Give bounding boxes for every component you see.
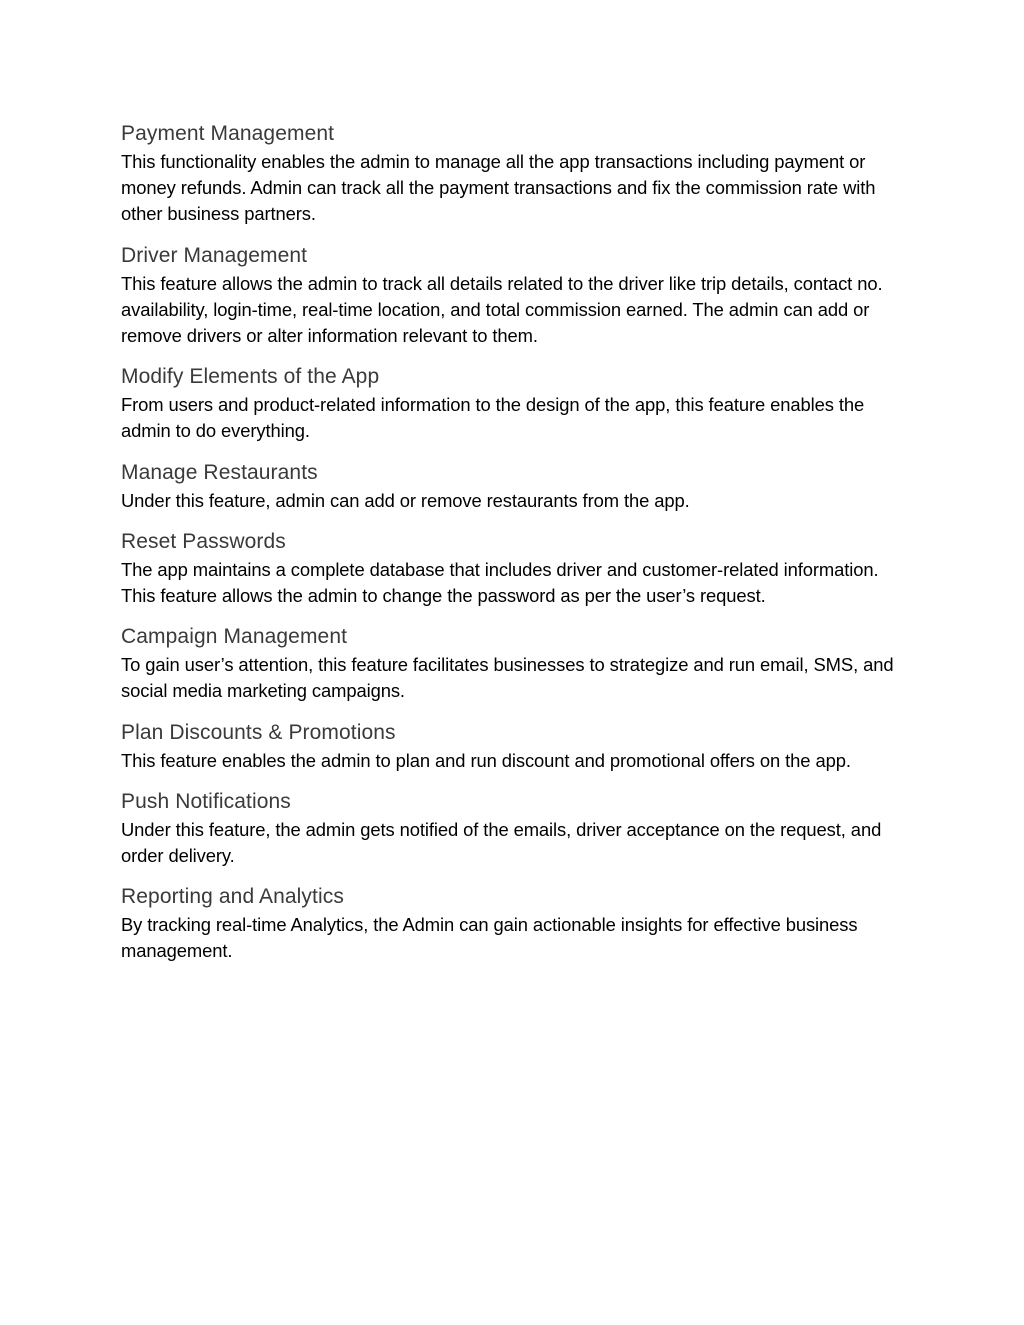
section-paragraph: This feature allows the admin to track all details related to the driver like trip details, contact no. availability, login-time, real-time location, and total commission earned. The admin can add or remove drivers or alter information relevant to them. [121, 272, 883, 347]
section-heading: Plan Discounts & Promotions [121, 720, 396, 744]
section-heading: Driver Management [121, 243, 308, 267]
section-heading: Reset Passwords [121, 529, 286, 553]
section-driver-management [121, 241, 911, 350]
section-paragraph: From users and product-related information to the design of the app, this feature enables the admin to do everything. [121, 394, 865, 442]
section-paragraph: The app maintains a complete database that includes driver and customer-related information. This feature allows the admin to change the password as per the user’s request. [121, 558, 879, 607]
section-paragraph: To gain user’s attention, this feature facilitates businesses to strategize and run email, SMS, and social media marketing campaigns. [121, 654, 894, 702]
section-reset-passwords [121, 527, 911, 609]
section-paragraph: This feature enables the admin to plan and run discount and promotional offers on the app. [121, 749, 851, 771]
section-heading: Payment Management [121, 122, 335, 145]
section-heading: Push Notifications [121, 789, 291, 813]
section-paragraph: This functionality enables the admin to manage all the app transactions including payment or money refunds. Admin can track all the payment transactions and fix the commission rate with other business partners. [121, 151, 876, 225]
document-page [121, 119, 911, 978]
section-heading: Reporting and Analytics [121, 885, 344, 909]
section-modify-elements [121, 362, 911, 444]
section-paragraph: Under this feature, the admin gets notified of the emails, driver acceptance on the request, and order delivery. [121, 818, 882, 867]
section-reporting-analytics [121, 882, 911, 964]
section-heading: Campaign Management [121, 625, 348, 649]
section-heading: Modify Elements of the App [121, 365, 380, 389]
section-push-notifications [121, 787, 911, 869]
section-paragraph: Under this feature, admin can add or remove restaurants from the app. [121, 489, 690, 511]
section-heading: Manage Restaurants [121, 460, 318, 484]
section-payment-management [121, 119, 911, 228]
section-plan-discounts [121, 718, 911, 774]
section-manage-restaurants [121, 458, 911, 514]
section-paragraph: By tracking real-time Analytics, the Admin can gain actionable insights for effective business management. [121, 914, 858, 962]
section-campaign-management [121, 622, 911, 704]
